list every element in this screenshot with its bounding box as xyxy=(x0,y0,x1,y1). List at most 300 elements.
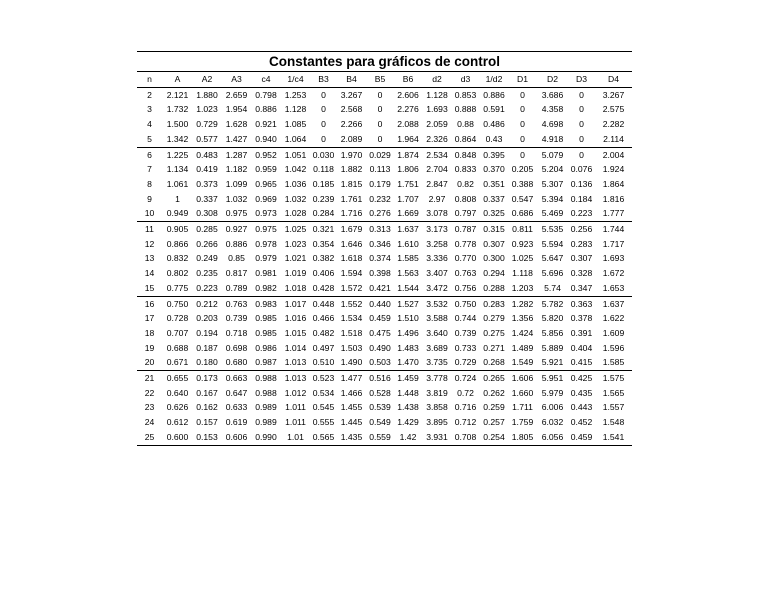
table-cell: 2.568 xyxy=(340,104,363,115)
column-header: d3 xyxy=(451,72,480,87)
table-cell: 0.965 xyxy=(255,178,277,189)
table-cell: 1.489 xyxy=(511,342,534,353)
row-n-cell: 5 xyxy=(137,132,162,147)
table-cell: 0.419 xyxy=(196,164,218,175)
table-cell: 1.011 xyxy=(285,402,306,413)
table-cell: 0.346 xyxy=(369,238,391,249)
table-cell: 1.496 xyxy=(397,327,419,338)
table-cell: 1.732 xyxy=(166,104,189,115)
table-cell: 0.987 xyxy=(252,355,280,370)
table-cell: 1.970 xyxy=(340,149,363,160)
table-cell: 1.203 xyxy=(508,281,537,296)
table-cell: 3.472 xyxy=(423,281,451,296)
column-header: D2 xyxy=(537,72,568,87)
row-n-cell: 20 xyxy=(137,355,162,370)
table-cell: 0.370 xyxy=(483,164,505,175)
column-header: D4 xyxy=(595,72,632,87)
table-cell: 0.257 xyxy=(483,417,505,428)
table-cell: 0.797 xyxy=(451,206,480,221)
table-cell: 1.711 xyxy=(512,402,533,413)
row-n-cell: 3 xyxy=(147,104,152,115)
table-row xyxy=(137,206,632,221)
table-cell: 5.696 xyxy=(541,268,564,279)
table-cell: 5.74 xyxy=(537,281,568,296)
table-cell: 1.622 xyxy=(602,313,625,324)
row-n-cell: 4 xyxy=(147,119,152,130)
column-header: B3 xyxy=(311,72,336,87)
table-cell: 0.750 xyxy=(166,298,189,309)
table-cell: 0.275 xyxy=(483,327,505,338)
table-cell: 0.729 xyxy=(196,119,218,130)
table-cell: 0.482 xyxy=(312,327,335,338)
table-cell: 4.358 xyxy=(541,104,564,115)
table-row xyxy=(137,251,632,266)
table-cell: 0.235 xyxy=(196,268,218,279)
table-cell: 1.527 xyxy=(397,298,419,309)
table-cell: 1.653 xyxy=(595,281,632,296)
table-cell: 0.528 xyxy=(369,387,391,398)
table-cell: 0.136 xyxy=(570,178,593,189)
table-cell: 0.647 xyxy=(225,387,248,398)
table-cell: 3.258 xyxy=(426,238,448,249)
table-cell: 0.921 xyxy=(255,119,277,130)
column-header: d2 xyxy=(423,72,451,87)
table-cell: 1.025 xyxy=(511,253,534,264)
table-cell: 2.266 xyxy=(340,119,363,130)
table-cell: 1.342 xyxy=(162,132,193,147)
table-cell: 5.889 xyxy=(541,342,564,353)
table-cell: 0.249 xyxy=(196,253,218,264)
table-cell: 0.539 xyxy=(369,402,391,413)
table-cell: 0.382 xyxy=(312,253,335,264)
table-cell: 2.326 xyxy=(423,132,451,147)
table-cell: 0.307 xyxy=(570,253,593,264)
table-cell: 0.440 xyxy=(369,298,391,309)
table-cell: 0.276 xyxy=(367,206,393,221)
table-cell: 3.689 xyxy=(426,342,448,353)
row-n-cell: 9 xyxy=(147,193,152,204)
table-cell: 0.113 xyxy=(369,164,391,175)
table-cell: 1.594 xyxy=(340,268,363,279)
table-cell: 0.391 xyxy=(570,327,593,338)
table-cell: 0 xyxy=(311,132,336,147)
table-cell: 0.43 xyxy=(480,132,508,147)
table-cell: 1.751 xyxy=(397,178,419,189)
table-cell: 0.640 xyxy=(166,387,189,398)
table-cell: 1.964 xyxy=(393,132,423,147)
table-cell: 1.548 xyxy=(602,417,625,428)
table-cell: 1.534 xyxy=(340,313,363,324)
table-row xyxy=(137,192,632,207)
table-cell: 3.267 xyxy=(340,89,363,100)
table-cell: 5.307 xyxy=(541,178,564,189)
table-cell: 1.565 xyxy=(602,387,625,398)
constants-sheet xyxy=(137,51,632,446)
table-cell: 0.162 xyxy=(196,402,218,413)
table-cell: 0.989 xyxy=(255,417,277,428)
table-cell: 0.775 xyxy=(162,281,193,296)
table-cell: 0.284 xyxy=(311,206,336,221)
table-cell: 0 xyxy=(520,149,525,160)
table-cell: 0.157 xyxy=(196,417,218,428)
table-cell: 0.798 xyxy=(255,89,277,100)
table-cell: 4.698 xyxy=(541,119,564,130)
table-cell: 3.336 xyxy=(426,253,448,264)
table-cell: 1.549 xyxy=(508,355,537,370)
table-cell: 0.671 xyxy=(162,355,193,370)
table-cell: 0.212 xyxy=(196,298,218,309)
table-cell: 0 xyxy=(367,132,393,147)
table-cell: 1.805 xyxy=(508,430,537,445)
table-cell: 2.088 xyxy=(397,119,419,130)
table-row xyxy=(137,430,632,445)
table-cell: 1.225 xyxy=(166,149,189,160)
table-cell: 1.882 xyxy=(340,164,363,175)
table-cell: 2.659 xyxy=(225,89,248,100)
column-header: B5 xyxy=(367,72,393,87)
table-cell: 5.782 xyxy=(541,298,564,309)
column-header: D3 xyxy=(568,72,595,87)
table-cell: 0.187 xyxy=(196,342,218,353)
table-cell: 0.415 xyxy=(568,355,595,370)
table-cell: 0.435 xyxy=(570,387,593,398)
table-cell: 0.490 xyxy=(369,342,391,353)
table-cell: 1.575 xyxy=(602,373,625,384)
table-cell: 0.789 xyxy=(221,281,252,296)
table-cell: 2.282 xyxy=(602,119,625,130)
table-cell: 0 xyxy=(508,132,537,147)
table-cell: 0.591 xyxy=(483,104,505,115)
table-cell: 0.503 xyxy=(367,355,393,370)
table-cell: 0.832 xyxy=(166,253,189,264)
table-cell: 0.733 xyxy=(454,342,477,353)
table-cell: 3.735 xyxy=(423,355,451,370)
table-cell: 2.004 xyxy=(602,149,625,160)
table-cell: 0 xyxy=(520,119,525,130)
table-cell: 1.099 xyxy=(225,178,248,189)
table-cell: 0 xyxy=(520,104,525,115)
table-cell: 2.059 xyxy=(426,119,448,130)
table-row xyxy=(137,311,632,326)
table-cell: 1.023 xyxy=(196,104,218,115)
table-cell: 0.271 xyxy=(483,342,505,353)
row-n-cell: 13 xyxy=(144,253,155,264)
table-cell: 3.895 xyxy=(426,417,448,428)
table-cell: 0.486 xyxy=(483,119,505,130)
table-cell: 0.398 xyxy=(369,268,391,279)
table-cell: 6.006 xyxy=(541,402,564,413)
table-cell: 0.363 xyxy=(570,298,593,309)
table-cell: 0 xyxy=(377,104,383,115)
table-cell: 0.203 xyxy=(196,313,218,324)
table-cell: 0.833 xyxy=(454,164,477,175)
table-cell: 0.232 xyxy=(369,193,391,204)
table-cell: 0.268 xyxy=(480,355,508,370)
table-cell: 1.470 xyxy=(393,355,423,370)
table-cell: 0.981 xyxy=(255,268,277,279)
table-cell: 3.588 xyxy=(426,313,448,324)
table-body xyxy=(137,87,632,445)
table-cell: 0.853 xyxy=(454,89,477,100)
table-cell: 0.337 xyxy=(196,193,218,204)
table-row xyxy=(137,355,632,370)
table-cell: 0.739 xyxy=(225,313,248,324)
table-cell: 0.167 xyxy=(196,387,218,398)
table-cell: 0.888 xyxy=(454,104,477,115)
table-cell: 0.612 xyxy=(166,417,189,428)
constants-table xyxy=(137,72,632,446)
table-cell: 0.866 xyxy=(166,238,189,249)
table-cell: 0.443 xyxy=(570,402,593,413)
table-cell: 0 xyxy=(377,89,383,100)
table-cell: 0.256 xyxy=(570,224,593,235)
table-cell: 0.983 xyxy=(255,298,277,309)
table-cell: 0.718 xyxy=(225,327,248,338)
row-n-cell: 17 xyxy=(144,313,155,324)
table-cell: 1.025 xyxy=(284,224,307,235)
table-cell: 1.777 xyxy=(595,206,632,221)
table-row xyxy=(137,117,632,132)
table-cell: 1.483 xyxy=(397,342,419,353)
table-cell: 0.294 xyxy=(483,268,505,279)
table-cell: 3.931 xyxy=(423,430,451,445)
table-cell: 0.778 xyxy=(454,238,477,249)
table-cell: 5.647 xyxy=(541,253,564,264)
table-row xyxy=(137,415,632,430)
table-cell: 0.373 xyxy=(196,178,218,189)
table-cell: 0.763 xyxy=(454,268,477,279)
row-n-cell: 25 xyxy=(137,430,162,445)
table-cell: 0.510 xyxy=(311,355,336,370)
table-cell: 1.510 xyxy=(397,313,419,324)
row-n-cell: 15 xyxy=(137,281,162,296)
column-header: D1 xyxy=(508,72,537,87)
table-cell: 0.739 xyxy=(454,327,477,338)
table-cell: 4.918 xyxy=(537,132,568,147)
table-cell: 1.552 xyxy=(340,298,363,309)
table-row xyxy=(137,177,632,192)
column-header: B4 xyxy=(336,72,367,87)
table-cell: 0.173 xyxy=(196,373,218,384)
table-cell: 1.610 xyxy=(397,238,419,249)
header-row xyxy=(137,72,632,87)
table-cell: 0.328 xyxy=(570,268,593,279)
table-row xyxy=(137,326,632,341)
table-cell: 1.085 xyxy=(284,119,307,130)
table-row xyxy=(137,87,632,102)
table-cell: 1.693 xyxy=(602,253,625,264)
table-cell: 0 xyxy=(520,89,525,100)
table-cell: 2.97 xyxy=(428,193,446,204)
table-cell: 0.205 xyxy=(511,164,534,175)
column-header: c4 xyxy=(252,72,280,87)
column-header: A2 xyxy=(193,72,221,87)
table-cell: 1.880 xyxy=(196,89,218,100)
table-cell: 0.300 xyxy=(483,253,505,264)
table-cell: 0.466 xyxy=(312,313,335,324)
table-cell: 1.448 xyxy=(397,387,419,398)
table-row xyxy=(137,341,632,356)
table-cell: 1.518 xyxy=(340,327,363,338)
table-cell: 1.051 xyxy=(284,149,307,160)
table-cell: 3.078 xyxy=(423,206,451,221)
table-cell: 1.019 xyxy=(284,268,307,279)
table-cell: 0.534 xyxy=(312,387,335,398)
table-cell: 1.637 xyxy=(397,224,419,235)
table-cell: 0.712 xyxy=(454,417,477,428)
table-cell: 3.819 xyxy=(426,387,448,398)
table-cell: 0 xyxy=(321,89,326,100)
table-cell: 1.503 xyxy=(340,342,363,353)
table-cell: 0.549 xyxy=(369,417,391,428)
table-cell: 0.724 xyxy=(454,373,477,384)
table-cell: 0.388 xyxy=(511,178,534,189)
table-cell: 3.686 xyxy=(541,89,564,100)
table-cell: 5.535 xyxy=(541,224,564,235)
table-cell: 0 xyxy=(377,119,383,130)
table-cell: 0.989 xyxy=(255,402,277,413)
row-n-cell: 7 xyxy=(147,164,152,175)
row-n-cell: 18 xyxy=(144,327,155,338)
table-cell: 0 xyxy=(321,104,326,115)
table-cell: 5.594 xyxy=(541,238,564,249)
table-cell: 1.042 xyxy=(284,164,307,175)
table-cell: 0.315 xyxy=(483,224,505,235)
table-cell: 2.534 xyxy=(426,149,448,160)
table-cell: 0.180 xyxy=(193,355,221,370)
table-cell: 0.808 xyxy=(454,193,477,204)
table-cell: 0.223 xyxy=(193,281,221,296)
table-cell: 0.555 xyxy=(312,417,335,428)
table-cell: 0.72 xyxy=(457,387,474,398)
table-cell: 0.425 xyxy=(570,373,593,384)
table-cell: 2.089 xyxy=(336,132,367,147)
table-title: Constantes para gráficos de control xyxy=(137,52,632,72)
table-cell: 0.283 xyxy=(483,298,505,309)
table-cell: 1.01 xyxy=(280,430,311,445)
table-cell: 0.378 xyxy=(570,313,593,324)
table-cell: 1.253 xyxy=(284,89,307,100)
table-row xyxy=(137,400,632,415)
table-cell: 5.856 xyxy=(541,327,564,338)
table-row xyxy=(137,132,632,147)
table-row xyxy=(137,237,632,252)
table-cell: 1.459 xyxy=(397,373,419,384)
table-cell: 0.990 xyxy=(252,430,280,445)
table-cell: 0.118 xyxy=(313,164,334,175)
table-cell: 0.153 xyxy=(193,430,221,445)
table-cell: 0.288 xyxy=(480,281,508,296)
table-cell: 1.544 xyxy=(393,281,423,296)
table-cell: 1.429 xyxy=(397,417,419,428)
table-cell: 0.308 xyxy=(193,206,221,221)
table-cell: 0.404 xyxy=(570,342,593,353)
table-cell: 0.817 xyxy=(225,268,248,279)
table-cell: 3.407 xyxy=(426,268,448,279)
table-cell: 5.921 xyxy=(537,355,568,370)
table-cell: 3.640 xyxy=(426,327,448,338)
table-cell: 1.628 xyxy=(225,119,248,130)
table-cell: 1.287 xyxy=(225,149,248,160)
table-cell: 0.750 xyxy=(454,298,477,309)
table-cell: 1.669 xyxy=(393,206,423,221)
table-cell: 0.184 xyxy=(570,193,593,204)
table-cell: 0.975 xyxy=(221,206,252,221)
row-n-cell: 24 xyxy=(144,417,155,428)
table-cell: 0.708 xyxy=(451,430,480,445)
table-cell: 0.565 xyxy=(311,430,336,445)
table-cell: 0.545 xyxy=(312,402,335,413)
table-cell: 0.959 xyxy=(255,164,277,175)
row-n-cell: 10 xyxy=(137,206,162,221)
table-cell: 0 xyxy=(579,119,584,130)
table-cell: 3.173 xyxy=(426,224,448,235)
table-row xyxy=(137,281,632,296)
table-cell: 0.459 xyxy=(369,313,391,324)
table-cell: 2.121 xyxy=(166,89,189,100)
table-cell: 0.185 xyxy=(312,178,335,189)
table-cell: 1.032 xyxy=(225,193,248,204)
table-cell: 0.497 xyxy=(312,342,335,353)
table-cell: 2.847 xyxy=(426,178,448,189)
table-cell: 0.770 xyxy=(454,253,477,264)
table-cell: 2.606 xyxy=(397,89,419,100)
table-cell: 0.988 xyxy=(255,373,277,384)
table-cell: 1.012 xyxy=(284,387,307,398)
table-row xyxy=(137,147,632,162)
table-cell: 2.575 xyxy=(602,104,625,115)
table-cell: 1.618 xyxy=(340,253,363,264)
table-cell: 0.787 xyxy=(454,224,477,235)
table-cell: 0.811 xyxy=(512,224,533,235)
table-cell: 1.500 xyxy=(166,119,189,130)
table-row xyxy=(137,386,632,401)
table-row xyxy=(137,266,632,281)
table-cell: 1.011 xyxy=(285,417,306,428)
table-cell: 0.321 xyxy=(312,224,335,235)
table-cell: 0.559 xyxy=(367,430,393,445)
table-cell: 1.816 xyxy=(602,193,625,204)
table-cell: 0.686 xyxy=(508,206,537,221)
row-n-cell: 8 xyxy=(147,178,152,189)
table-cell: 0.952 xyxy=(255,149,277,160)
table-row xyxy=(137,296,632,311)
table-cell: 1.455 xyxy=(340,402,363,413)
table-cell: 0.030 xyxy=(312,149,335,160)
table-cell: 3.778 xyxy=(426,373,448,384)
table-cell: 0.262 xyxy=(483,387,505,398)
table-cell: 1.356 xyxy=(511,313,534,324)
table-cell: 0.633 xyxy=(225,402,248,413)
table-cell: 6.032 xyxy=(541,417,564,428)
table-cell: 1.596 xyxy=(602,342,625,353)
table-cell: 1.021 xyxy=(284,253,307,264)
table-cell: 5.394 xyxy=(541,193,564,204)
table-cell: 5.469 xyxy=(537,206,568,221)
table-cell: 1.282 xyxy=(511,298,534,309)
column-header: A3 xyxy=(221,72,252,87)
table-cell: 0 xyxy=(579,104,584,115)
table-cell: 1.182 xyxy=(225,164,248,175)
table-cell: 0.848 xyxy=(454,149,477,160)
table-cell: 0.600 xyxy=(162,430,193,445)
table-cell: 0.459 xyxy=(568,430,595,445)
row-n-cell: 6 xyxy=(147,149,152,160)
table-cell: 0.428 xyxy=(311,281,336,296)
table-cell: 0.619 xyxy=(225,417,248,428)
column-header: 1/d2 xyxy=(480,72,508,87)
column-header: 1/c4 xyxy=(280,72,311,87)
